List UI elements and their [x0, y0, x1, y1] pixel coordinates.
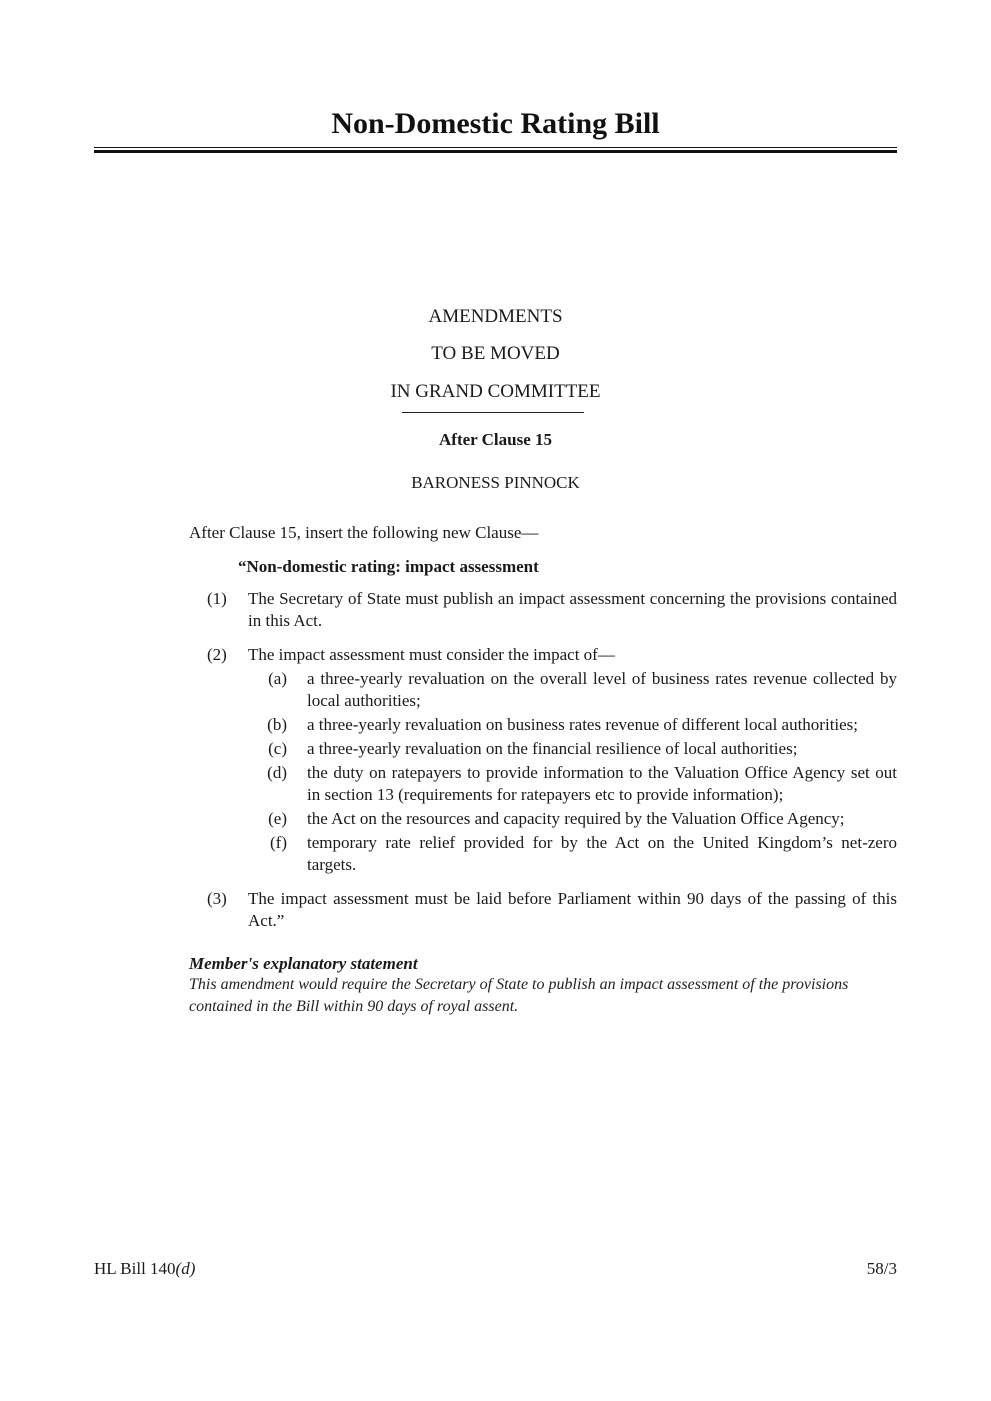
paragraph-d: [248, 762, 897, 806]
new-clause-title: “Non-domestic rating: impact assessment: [238, 557, 539, 576]
bill-suffix: (d): [175, 1259, 196, 1278]
paragraph-text: temporary rate relief provided for by the Act on the United Kingdom’s net-zero targets.: [307, 833, 897, 874]
paragraph-label: (c): [268, 739, 287, 758]
explanatory-statement-heading: Member's explanatory statement: [189, 954, 418, 973]
amendment-body: [189, 522, 897, 1018]
bill-number: HL Bill 140: [94, 1259, 176, 1278]
paragraph-label: (b): [267, 715, 287, 734]
bill-reference: [94, 1258, 195, 1280]
document-title: Non-Domestic Rating Bill: [331, 107, 660, 140]
subsection-number: (3): [207, 889, 227, 908]
subsection-number: (2): [207, 645, 227, 664]
subsection-text: The impact assessment must consider the impact of—: [248, 645, 615, 664]
page-header: [94, 104, 897, 144]
heading-grand-committee: IN GRAND COMMITTEE: [390, 381, 601, 402]
subsection-2: [189, 644, 897, 876]
paragraph-text: a three-yearly revaluation on the financial resilience of local authorities;: [307, 739, 798, 758]
subsection-1: [189, 588, 897, 632]
paragraph-text: the duty on ratepayers to provide information to the Valuation Office Agency set out in section 13 (requirements for ratepayers etc to provide information);: [307, 763, 897, 804]
page-reference: 58/3: [866, 1259, 897, 1278]
subsection-text: The Secretary of State must publish an impact assessment concerning the provisions contained in this Act.: [248, 589, 897, 630]
paragraph-label: (d): [267, 763, 287, 782]
heading-divider: [402, 412, 584, 413]
header-rule-thick: [94, 150, 897, 153]
heading-amendments: AMENDMENTS: [428, 306, 563, 327]
paragraph-label: (f): [270, 833, 287, 852]
paragraph-f: [248, 832, 897, 876]
paragraph-e: [248, 808, 897, 830]
explanatory-statement: [189, 954, 897, 1018]
paragraph-a: [248, 668, 897, 712]
amendment-intro: After Clause 15, insert the following new Clause—: [189, 523, 539, 542]
paragraph-text: the Act on the resources and capacity required by the Valuation Office Agency;: [307, 809, 845, 828]
paragraph-label: (e): [268, 809, 287, 828]
paragraph-text: a three-yearly revaluation on business rates revenue of different local authorities;: [307, 715, 859, 734]
header-rule-thin: [94, 147, 897, 148]
paragraph-label: (a): [268, 669, 287, 688]
paragraph-c: [248, 738, 897, 760]
explanatory-statement-body: This amendment would require the Secretary of State to publish an impact assessment of the provisions contained in the Bill within 90 days of royal assent.: [189, 976, 849, 1015]
paragraph-b: [248, 714, 897, 736]
clause-position: After Clause 15: [439, 430, 552, 449]
sponsor-name: BARONESS PINNOCK: [411, 473, 580, 492]
subsection-3: [189, 888, 897, 932]
paragraph-text: a three-yearly revaluation on the overall level of business rates revenue collected by local authorities;: [307, 669, 897, 710]
heading-to-be-moved: TO BE MOVED: [431, 343, 560, 364]
subsection-text: The impact assessment must be laid before Parliament within 90 days of the passing of this Act.”: [248, 889, 897, 930]
subsection-number: (1): [207, 589, 227, 608]
